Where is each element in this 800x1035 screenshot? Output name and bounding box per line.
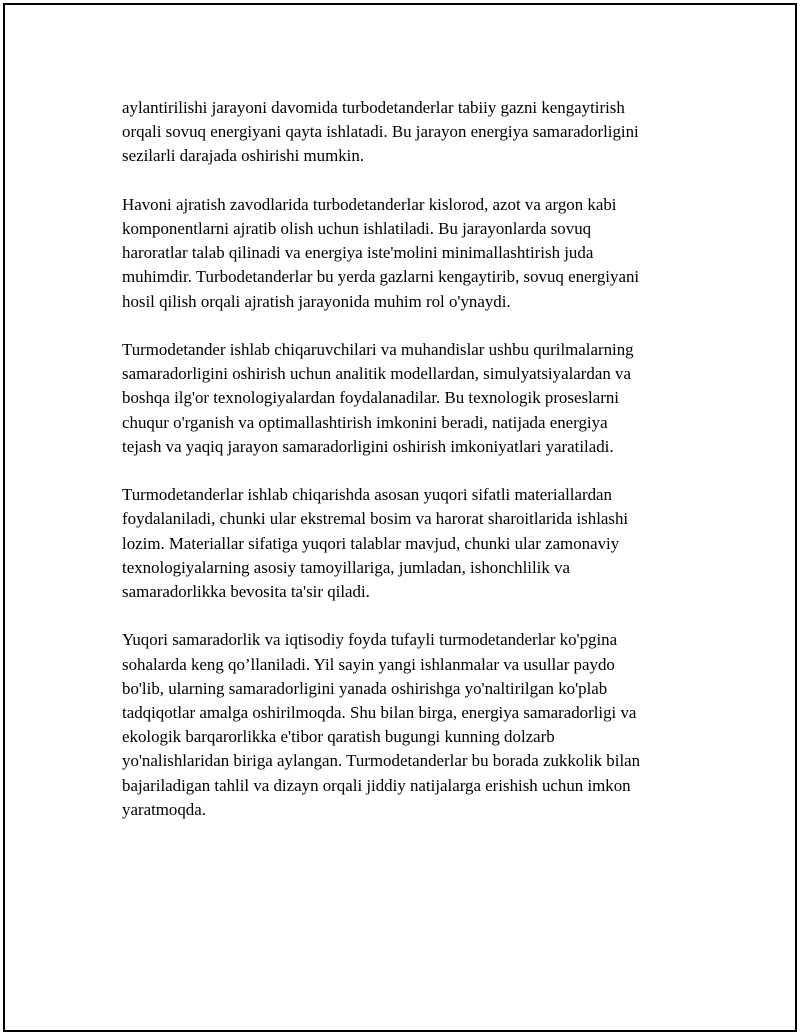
paragraph-2: Havoni ajratish zavodlarida turbodetanderlar kislorod, azot va argon kabi komponentlarni ajratib olish uchun ishlatiladi. Bu jarayonlarda sovuq haroratlar talab qilinadi va energiya iste'molini minimallashtirish juda muhimdir. Turbodetanderlar bu yerda gazlarni kengaytirib, sovuq energiyani hosil qilish orqali ajratish jarayonida muhim rol o'ynaydi. <box>122 194 640 311</box>
paragraph-5: Yuqori samaradorlik va iqtisodiy foyda tufayli turmodetanderlar ko'pgina sohalarda keng qo’llaniladi. Yil sayin yangi ishlanmalar va usullar paydo bo'lib, ularning samaradorligini yanada oshirishga yo'naltirilgan ko'plab tadqiqotlar amalga oshirilmoqda. Shu bilan birga, energiya samaradorligi va ekologik barqarorlikka e'tibor qaratish bugungi kunning dolzarb yo'nalishlaridan biriga aylangan. Turmodetanderlar bu borada zukkolik bilan bajariladigan tahlil va dizayn orqali jiddiy natijalarga erishish uchun imkon yaratmoqda. <box>122 630 641 819</box>
page-frame <box>3 3 797 1032</box>
document-body <box>122 96 702 846</box>
paragraph-1: aylantirilishi jarayoni davomida turbodetanderlar tabiiy gazni kengaytirish orqali sovuq energiyani qayta ishlatadi. Bu jarayon energiya samaradorligini sezilarli darajada oshirishi mumkin. <box>122 98 639 166</box>
paragraph-4: Turmodetanderlar ishlab chiqarishda asosan yuqori sifatli materiallardan foydalaniladi, chunki ular ekstremal bosim va harorat sharoitlarida ishlashi lozim. Materiallar sifatiga yuqori talablar mavjud, chunki ular zamonaviy texnologiyalarning asosiy tamoyillariga, jumladan, ishonchlilik va samaradorlikka bevosita ta'sir qiladi. <box>122 485 629 602</box>
paragraph-3: Turmodetander ishlab chiqaruvchilari va muhandislar ushbu qurilmalarning samaradorligini oshirish uchun analitik modellardan, simulyatsiyalardan va boshqa ilg'or texnologiyalardan foydalanadilar. Bu texnologik proseslarni chuqur o'rganish va optimallashtirish imkonini beradi, natijada energiya tejash va yaqiq jarayon samaradorligini oshirish imkoniyatlari yaratiladi. <box>122 340 634 456</box>
